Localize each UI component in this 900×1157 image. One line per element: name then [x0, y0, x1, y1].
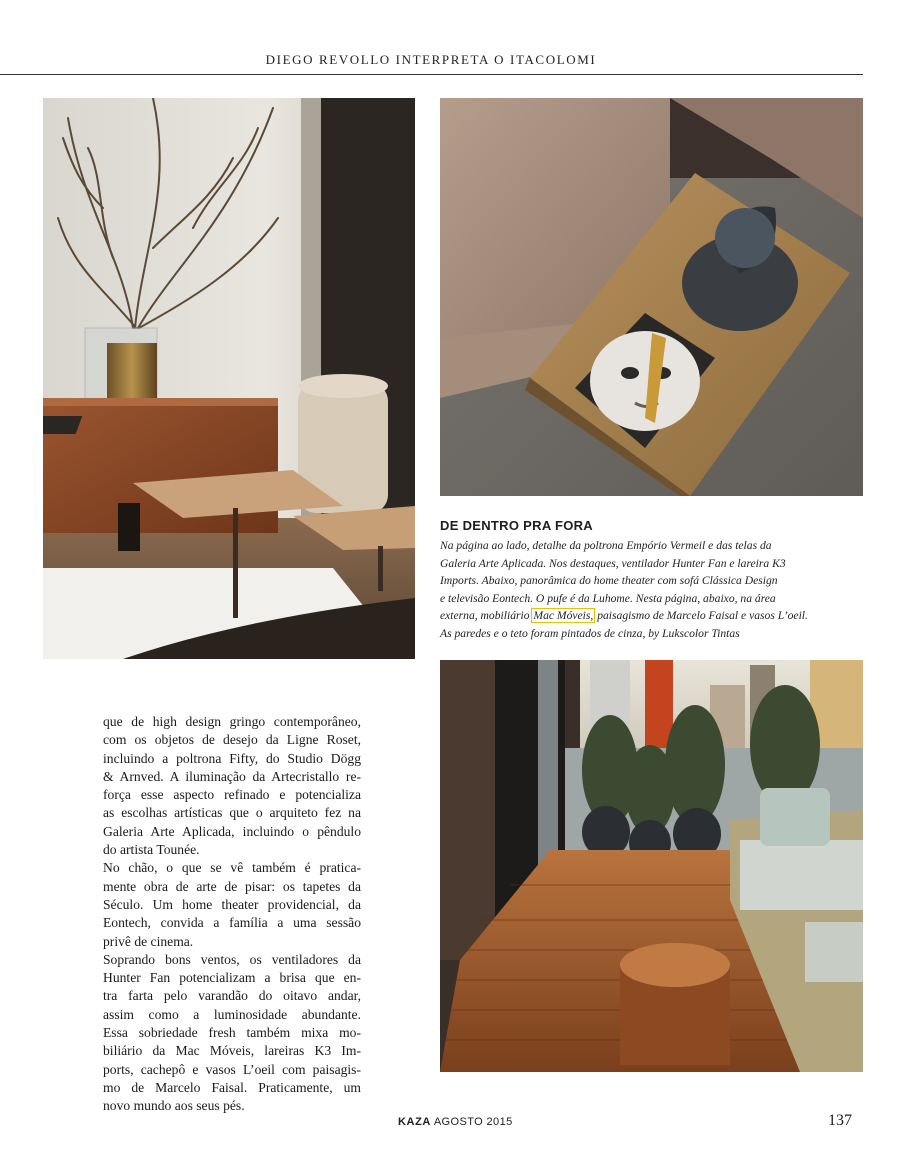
caption-body: [440, 537, 865, 643]
caption-line: e televisão Eontech. O pufe é da Luhome. Nesta página, abaixo, na área: [440, 591, 776, 605]
body-line: do artista Tounée.: [103, 842, 200, 858]
body-line: força esse aspecto refinado e potencializa: [103, 787, 361, 803]
caption-line: As paredes e o teto foram pintados de cinza, by Lukscolor Tintas: [440, 626, 740, 640]
living-room-photo: [43, 98, 415, 659]
body-line: ports, cachepô e vasos L’oeil com paisagis-: [103, 1061, 361, 1077]
body-line: as escolhas artísticas que o arquiteto fez na: [103, 805, 361, 821]
body-line: com os objetos de desejo da Ligne Roset,: [103, 732, 361, 748]
caption-line: Na página ao lado, detalhe da poltrona Empório Vermeil e das telas da: [440, 539, 772, 552]
magazine-footer: [398, 1116, 513, 1128]
article-body: [103, 713, 361, 1116]
body-line: privê de cinema.: [103, 933, 194, 949]
running-header: DIEGO REVOLLO INTERPRETA O ITACOLOMI: [265, 52, 597, 67]
body-line: mo de Marcelo Faisal. Praticamente, um: [103, 1079, 361, 1095]
body-line: que de high design gringo contemporâneo,: [103, 714, 361, 729]
body-line: No chão, o que se vê também é pratica-: [103, 860, 361, 876]
body-line: Soprando bons ventos, os ventiladores da: [103, 951, 361, 967]
body-line: mente obra de arte de pisar: os tapetes da: [103, 878, 361, 894]
highlighted-brand: Mac Móveis,: [533, 609, 594, 623]
body-line: Século. Um home theater providencial, da: [103, 896, 361, 912]
caption-line: Imports. Abaixo, panorâmica do home theater com sofá Clássica Design: [440, 574, 778, 588]
page-number: 137: [828, 1112, 852, 1129]
coffee-table-photo: [440, 98, 863, 496]
body-line: novo mundo aos seus pés.: [103, 1098, 245, 1114]
body-line: tra farta pelo varandão do oitavo andar,: [103, 988, 361, 1004]
body-line: & Arnved. A iluminação da Artecristallo re-: [103, 768, 361, 784]
body-line: Galeria Arte Aplicada, incluindo o pêndulo: [103, 823, 361, 839]
magazine-name: KAZA: [398, 1116, 431, 1128]
body-line: Eontech, convida a família a uma sessão: [103, 915, 361, 931]
caption-text: paisagismo de Marcelo Faisal e vasos L’oeil.: [594, 609, 808, 623]
header-rule: [0, 74, 863, 75]
body-line: biliário da Mac Móveis, lareiras K3 Im-: [103, 1043, 361, 1059]
caption-text: externa, mobiliário: [440, 609, 533, 623]
issue-date: AGOSTO 2015: [433, 1116, 513, 1128]
caption-title: DE DENTRO PRA FORA: [440, 518, 593, 533]
body-line: Essa sobriedade fresh também mixa mo-: [103, 1025, 361, 1041]
caption-line: [440, 607, 865, 625]
body-line: Hunter Fan potencializam a brisa que en-: [103, 970, 361, 986]
caption-line: Galeria Arte Aplicada. Nos destaques, ventilador Hunter Fan e lareira K3: [440, 556, 786, 570]
photo-caption: [440, 518, 865, 643]
balcony-photo: [440, 660, 863, 1072]
body-line: assim como a luminosidade abundante.: [103, 1006, 361, 1022]
body-line: incluindo a poltrona Fifty, do Studio Dögg: [103, 750, 361, 766]
